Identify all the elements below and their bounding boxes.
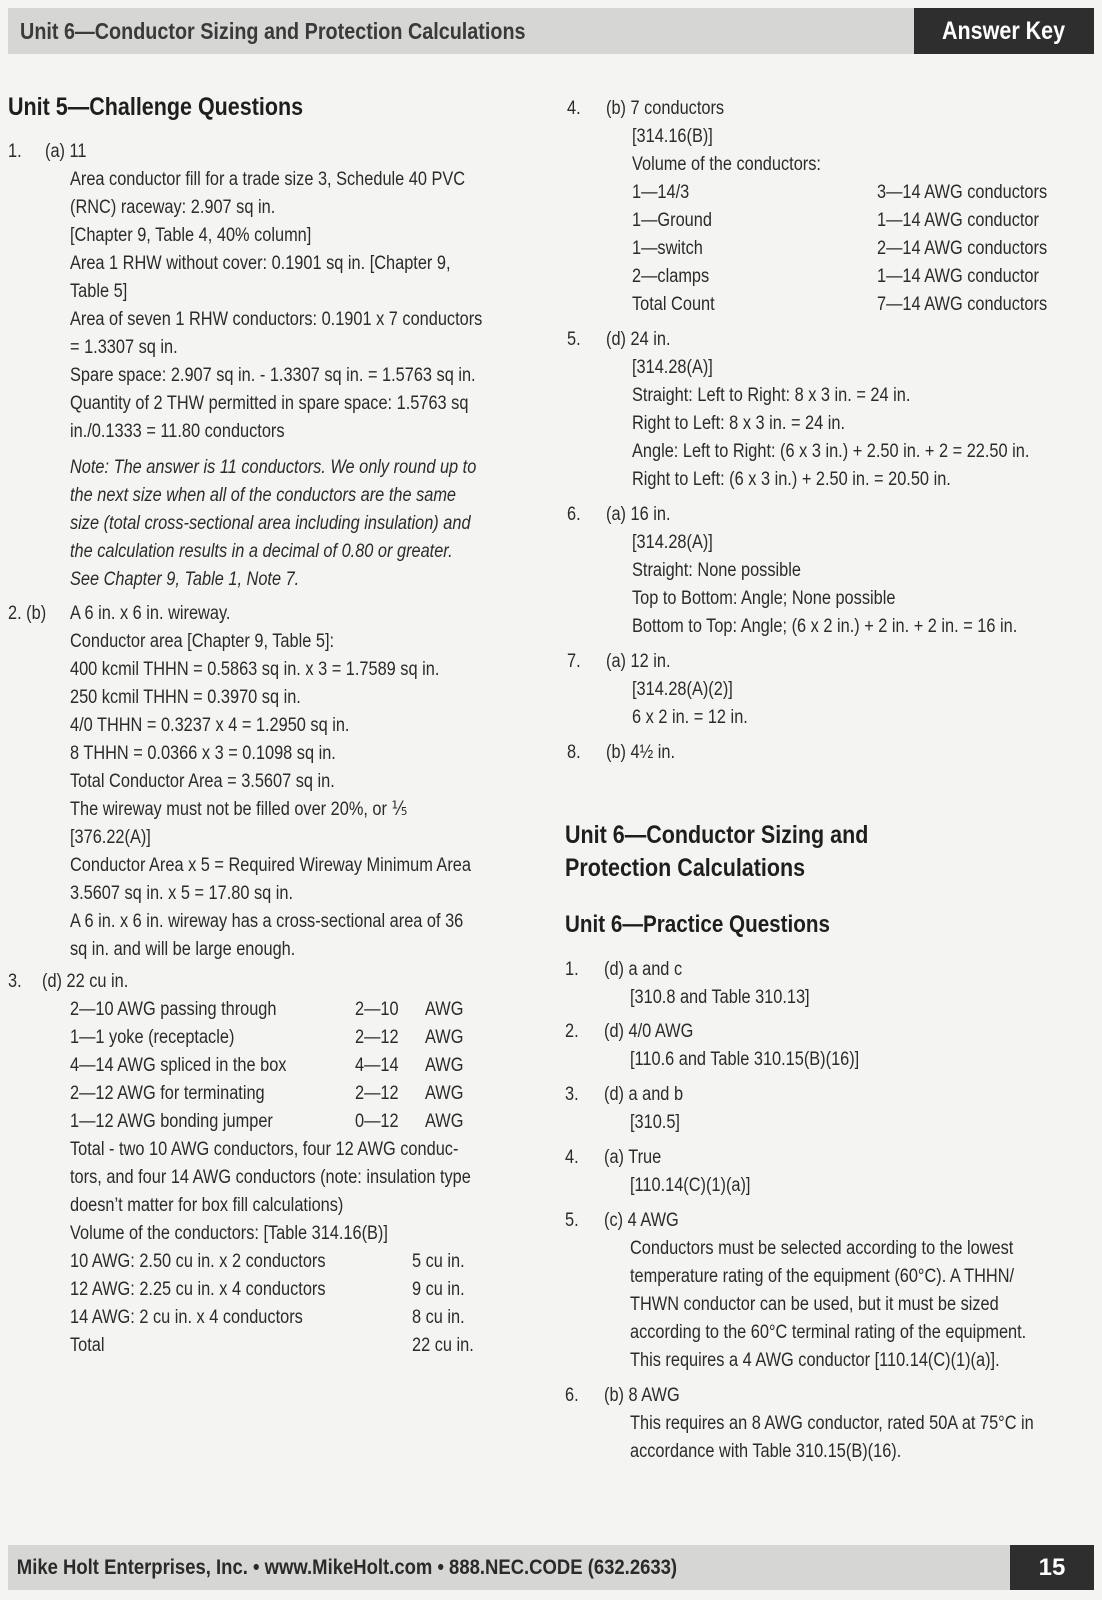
text-line: Top to Bottom: Angle; None possible: [632, 588, 896, 609]
text-line: Right to Left: 8 x 3 in. = 24 in.: [632, 413, 846, 434]
text-line: 1.: [565, 959, 579, 980]
text-line: Angle: Left to Right: (6 x 3 in.) + 2.50 in. + 2 = 22.50 in.: [632, 441, 1030, 462]
text-line: 12 AWG: 2.25 cu in. x 4 conductors: [70, 1279, 326, 1300]
text-line: [314.16(B)]: [632, 126, 713, 147]
text-line: 250 kcmil THHN = 0.3970 sq in.: [70, 687, 301, 708]
text-line: in./0.1333 = 11.80 conductors: [70, 421, 285, 442]
text-line: 7.: [567, 651, 581, 672]
text-line: AWG: [425, 1055, 464, 1076]
text-line: Straight: Left to Right: 8 x 3 in. = 24 in.: [632, 385, 911, 406]
text-line: Area 1 RHW without cover: 0.1901 sq in. [Chapter 9,: [70, 253, 451, 274]
text-line: AWG: [425, 999, 464, 1020]
text-line: (a) True: [604, 1147, 662, 1168]
page-number: 15: [1010, 1545, 1094, 1590]
text-line: 0—12: [355, 1111, 399, 1132]
text-line: 3—14 AWG conductors: [877, 182, 1048, 203]
text-line: Total Conductor Area = 3.5607 sq in.: [70, 771, 335, 792]
text-line: = 1.3307 sq in.: [70, 337, 178, 358]
text-line: Spare space: 2.907 sq in. - 1.3307 sq in. = 1.5763 sq in.: [70, 365, 476, 386]
page-header: [8, 8, 1094, 54]
text-line: [314.28(A)]: [632, 357, 713, 378]
text-line: (RNC) raceway: 2.907 sq in.: [70, 197, 276, 218]
text-line: temperature rating of the equipment (60°C). A THHN/: [630, 1266, 1015, 1287]
text-line: 2—10: [355, 999, 399, 1020]
text-line: 8 cu in.: [412, 1307, 465, 1328]
text-line: AWG: [425, 1083, 464, 1104]
text-line: Conductor area [Chapter 9, Table 5]:: [70, 631, 335, 652]
text-line: accordance with Table 310.15(B)(16).: [630, 1441, 902, 1462]
text-line: 1—Ground: [632, 210, 712, 231]
text-line: (d) 24 in.: [606, 329, 671, 350]
answer-key-label: Answer Key: [942, 16, 1066, 45]
text-line: 5.: [565, 1210, 579, 1231]
text-line: 3.5607 sq in. x 5 = 17.80 sq in.: [70, 883, 294, 904]
text-line: the calculation results in a decimal of 0.80 or greater.: [70, 541, 453, 562]
text-line: (d) a and b: [604, 1084, 684, 1105]
text-line: This requires a 4 AWG conductor [110.14(C)(1)(a)].: [630, 1350, 1000, 1371]
text-line: 1.: [8, 141, 22, 162]
text-line: Table 5]: [70, 281, 128, 302]
text-line: 4.: [565, 1147, 579, 1168]
text-line: 5.: [567, 329, 581, 350]
text-line: the next size when all of the conductors are the same: [70, 485, 457, 506]
text-line: [314.28(A)]: [632, 532, 713, 553]
text-line: 4—14 AWG spliced in the box: [70, 1055, 287, 1076]
section-heading-practice: Unit 6—Practice Questions: [565, 911, 830, 938]
text-line: Conductors must be selected according to the lowest: [630, 1238, 1014, 1259]
text-line: 1—1 yoke (receptacle): [70, 1027, 235, 1048]
text-line: AWG: [425, 1111, 464, 1132]
text-line: 4.: [567, 98, 581, 119]
text-line: 6.: [565, 1385, 579, 1406]
section-heading-challenge: Unit 5—Challenge Questions: [8, 93, 304, 121]
text-line: 1—14 AWG conductor: [877, 210, 1039, 231]
text-line: Conductor Area x 5 = Required Wireway Minimum Area: [70, 855, 471, 876]
text-line: Note: The answer is 11 conductors. We only round up to: [70, 457, 477, 478]
text-line: 7—14 AWG conductors: [877, 294, 1048, 315]
text-line: Volume of the conductors: [Table 314.16(B)]: [70, 1223, 388, 1244]
text-line: 2—12 AWG for terminating: [70, 1083, 265, 1104]
text-line: according to the 60°C terminal rating of the equipment.: [630, 1322, 1027, 1343]
page-footer: [8, 1545, 1094, 1590]
text-line: doesn’t matter for box fill calculations): [70, 1195, 344, 1216]
text-line: [110.14(C)(1)(a)]: [630, 1175, 751, 1196]
text-line: See Chapter 9, Table 1, Note 7.: [70, 569, 300, 590]
text-line: Area conductor fill for a trade size 3, Schedule 40 PVC: [70, 169, 466, 190]
text-line: 2—14 AWG conductors: [877, 238, 1048, 259]
text-line: Area of seven 1 RHW conductors: 0.1901 x 7 conductors: [70, 309, 483, 330]
text-line: 1—12 AWG bonding jumper: [70, 1111, 273, 1132]
text-line: (b) 7 conductors: [606, 98, 725, 119]
text-line: (c) 4 AWG: [604, 1210, 679, 1231]
text-line: 3.: [8, 971, 22, 992]
text-line: A 6 in. x 6 in. wireway.: [70, 603, 231, 624]
text-line: 14 AWG: 2 cu in. x 4 conductors: [70, 1307, 303, 1328]
text-line: [310.5]: [630, 1112, 680, 1133]
text-line: [310.8 and Table 310.13]: [630, 987, 810, 1008]
text-line: 8.: [567, 742, 581, 763]
text-line: 2.: [565, 1021, 579, 1042]
text-line: 2—12: [355, 1083, 399, 1104]
text-line: 6 x 2 in. = 12 in.: [632, 707, 748, 728]
text-line: 4/0 THHN = 0.3237 x 4 = 1.2950 sq in.: [70, 715, 350, 736]
text-line: Right to Left: (6 x 3 in.) + 2.50 in. = 20.50 in.: [632, 469, 951, 490]
text-line: 2—10 AWG passing through: [70, 999, 277, 1020]
text-line: 4—14: [355, 1055, 399, 1076]
header-title: Unit 6—Conductor Sizing and Protection Calculations: [20, 17, 526, 44]
text-line: 2—clamps: [632, 266, 710, 287]
text-line: 22 cu in.: [412, 1335, 474, 1356]
text-line: THWN conductor can be used, but it must be sized: [630, 1294, 999, 1315]
section-heading-unit6-line2: Protection Calculations: [565, 854, 806, 882]
section-heading-unit6-line1: Unit 6—Conductor Sizing and: [565, 821, 869, 849]
text-line: [314.28(A)(2)]: [632, 679, 733, 700]
text-line: [110.6 and Table 310.15(B)(16)]: [630, 1049, 860, 1070]
text-line: (a) 16 in.: [606, 504, 671, 525]
text-line: (a) 12 in.: [606, 651, 671, 672]
text-line: 3.: [565, 1084, 579, 1105]
footer-text: Mike Holt Enterprises, Inc. • www.MikeHolt.com • 888.NEC.CODE (632.2633): [16, 1555, 678, 1579]
text-line: size (total cross-sectional area including insulation) and: [70, 513, 471, 534]
text-line: 400 kcmil THHN = 0.5863 sq in. x 3 = 1.7589 sq in.: [70, 659, 440, 680]
text-line: 9 cu in.: [412, 1279, 465, 1300]
text-line: (b) 4½ in.: [606, 742, 676, 763]
text-line: AWG: [425, 1027, 464, 1048]
text-line: 2—12: [355, 1027, 399, 1048]
text-line: (d) a and c: [604, 959, 683, 980]
text-line: 5 cu in.: [412, 1251, 465, 1272]
text-line: The wireway must not be filled over 20%, or ⅕: [70, 799, 408, 820]
text-line: (a) 11: [45, 141, 87, 162]
text-line: [376.22(A)]: [70, 827, 151, 848]
text-line: (d) 22 cu in.: [42, 971, 129, 992]
text-line: Straight: None possible: [632, 560, 801, 581]
text-line: 6.: [567, 504, 581, 525]
text-line: Bottom to Top: Angle; (6 x 2 in.) + 2 in. + 2 in. = 16 in.: [632, 616, 1018, 637]
text-line: [Chapter 9, Table 4, 40% column]: [70, 225, 312, 246]
text-line: Total: [70, 1335, 105, 1356]
text-line: Total Count: [632, 294, 715, 315]
text-line: Total - two 10 AWG conductors, four 12 AWG conduc-: [70, 1139, 459, 1160]
text-line: Volume of the conductors:: [632, 154, 821, 175]
text-line: 1—14 AWG conductor: [877, 266, 1039, 287]
text-line: A 6 in. x 6 in. wireway has a cross-sectional area of 36: [70, 911, 464, 932]
text-line: 1—14/3: [632, 182, 690, 203]
text-line: This requires an 8 AWG conductor, rated 50A at 75°C in: [630, 1413, 1034, 1434]
text-line: sq in. and will be large enough.: [70, 939, 296, 960]
answer-key-tab: [914, 8, 1094, 54]
text-line: 2. (b): [8, 603, 47, 624]
text-line: 8 THHN = 0.0366 x 3 = 0.1098 sq in.: [70, 743, 336, 764]
text-line: tors, and four 14 AWG conductors (note: insulation type: [70, 1167, 471, 1188]
text-line: (d) 4/0 AWG: [604, 1021, 694, 1042]
text-line: (b) 8 AWG: [604, 1385, 680, 1406]
text-line: 10 AWG: 2.50 cu in. x 2 conductors: [70, 1251, 326, 1272]
text-line: Quantity of 2 THW permitted in spare space: 1.5763 sq: [70, 393, 469, 414]
text-line: 1—switch: [632, 238, 703, 259]
